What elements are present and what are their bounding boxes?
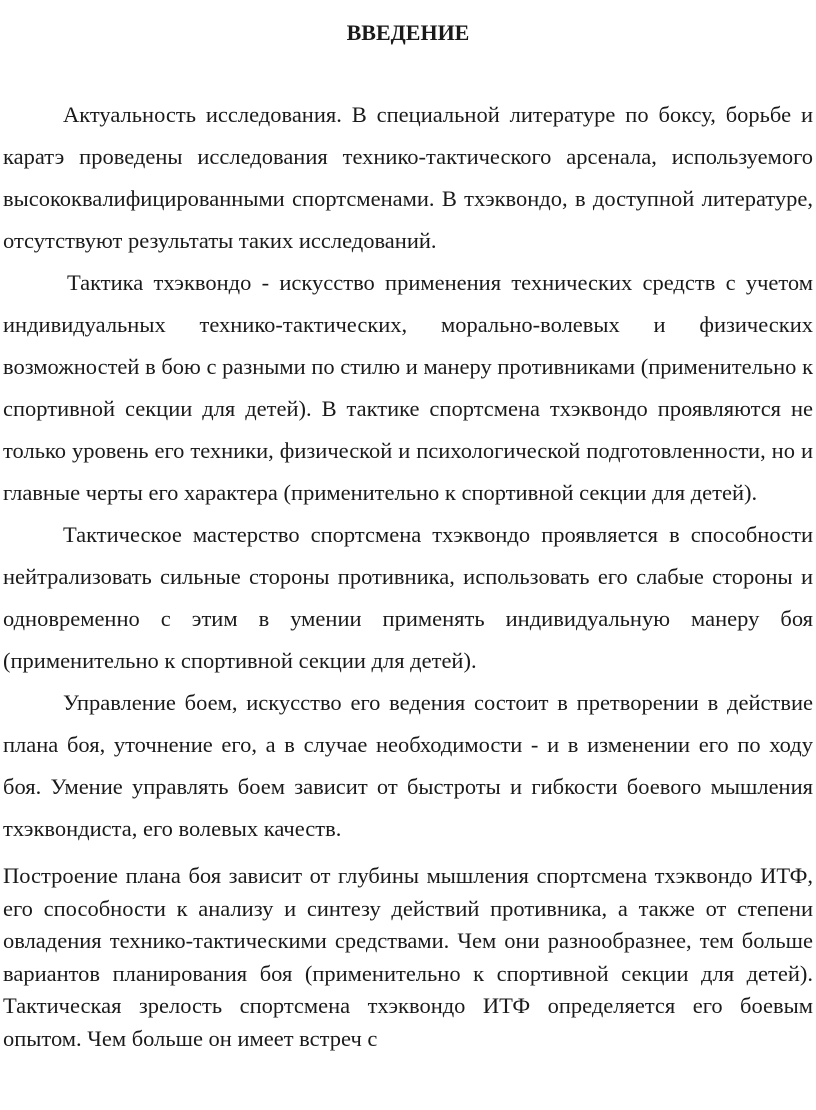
document-title: ВВЕДЕНИЕ <box>346 20 470 45</box>
paragraph-fight-plan: Построение плана боя зависит от глубины мышления спортсмена тхэквондо ИТФ, его способности к анализу и синтезу действий противника, а также от степени овладения технико-тактическими средствами. Чем они разнообразнее, тем больше вариантов планирования боя (применительно к спортивной секции для детей). Тактическая зрелость спортсмена тхэквондо ИТФ определяется его боевым опытом. Чем больше он имеет встреч с <box>3 863 813 1051</box>
document-body <box>3 94 813 1055</box>
paragraph-tactical-mastery: Тактическое мастерство спортсмена тхэквондо проявляется в способности нейтрализовать сильные стороны противника, использовать его слабые стороны и одновременно с этим в умении применять индивидуальную манеру боя (применительно к спортивной секции для детей). <box>3 522 813 673</box>
paragraph-tactics: Тактика тхэквондо - искусство применения технических средств с учетом индивидуальных технико-тактических, морально-волевых и физических возможностей в бою с разными по стилю и манеру противниками (применительно к спортивной секции для детей). В тактике спортсмена тхэквондо проявляются не только уровень его техники, физической и психологической подготовленности, но и главные черты его характера (применительно к спортивной секции для детей). <box>3 270 813 505</box>
paragraph-fight-management: Управление боем, искусство его ведения состоит в претворении в действие плана боя, уточнение его, а в случае необходимости - и в изменении его по ходу боя. Умение управлять боем зависит от быстроты и гибкости боевого мышления тхэквондиста, его волевых качеств. <box>3 690 813 841</box>
paragraph-relevance: Актуальность исследования. В специальной литературе по боксу, борьбе и каратэ проведены исследования технико-тактического арсенала, используемого высококвалифицированными спортсменами. В тхэквондо, в доступной литературе, отсутствуют результаты таких исследований. <box>3 102 813 253</box>
